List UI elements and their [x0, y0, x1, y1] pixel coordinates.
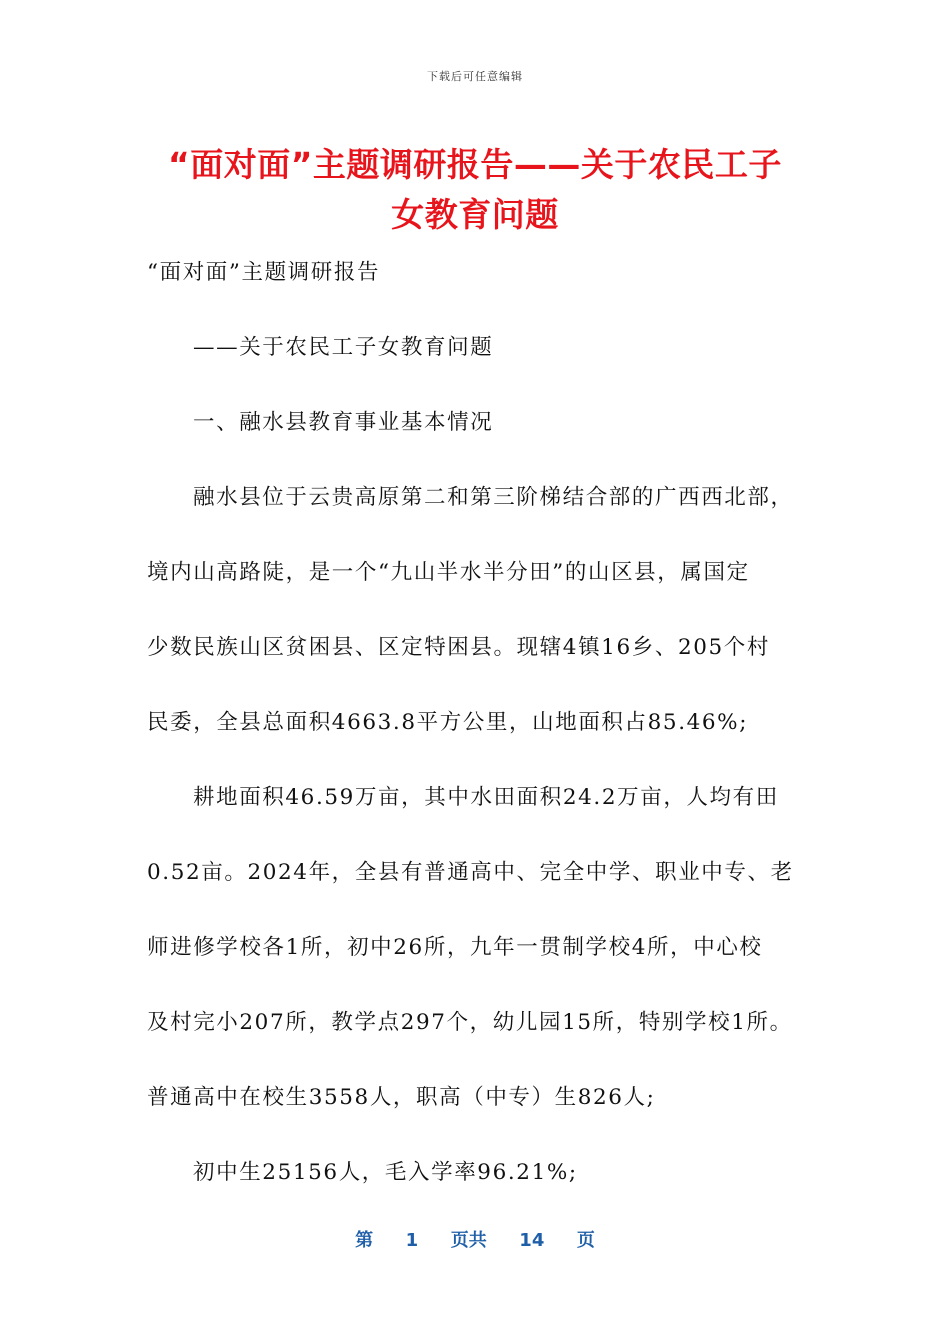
paragraph-line: 融水县位于云贵高原第二和第三阶梯结合部的广西西北部， — [193, 485, 794, 510]
paragraph-line: 初中生25156人，毛入学率96.21%; — [193, 1160, 578, 1185]
subtitle-line-2: ——关于农民工子女教育问题 — [193, 335, 494, 360]
paragraph-line: 境内山高路陡，是一个“九山半水半分田”的山区县，属国定 — [147, 560, 750, 585]
page-number-footer — [0, 1226, 950, 1252]
document-title — [130, 140, 820, 240]
header-note: 下载后可任意编辑 — [427, 70, 523, 83]
paragraph-line: 耕地面积46.59万亩，其中水田面积24.2万亩，人均有田 — [193, 785, 779, 810]
paragraph-line: 普通高中在校生3558人，职高（中专）生826人; — [147, 1085, 656, 1110]
paragraph-line: 师进修学校各1所，初中26所，九年一贯制学校4所，中心校 — [147, 935, 763, 960]
footer-page-number: 1 — [405, 1230, 419, 1251]
document-title-line-2: 女教育问题 — [391, 195, 559, 234]
paragraph-line: 少数民族山区贫困县、区定特困县。现辖4镇16乡、205个村 — [147, 635, 770, 660]
paragraph-line: 民委，全县总面积4663.8平方公里，山地面积占85.46%; — [147, 710, 749, 735]
subtitle-line-1: “面对面”主题调研报告 — [147, 260, 381, 285]
paragraph-line: 及村完小207所，教学点297个，幼儿园15所，特别学校1所。 — [147, 1010, 793, 1035]
footer-page-label: 第 — [355, 1230, 374, 1251]
footer-page-word: 页共 — [450, 1230, 487, 1251]
paragraph-line: 0.52亩。2024年，全县有普通高中、完全中学、职业中专、老 — [147, 860, 794, 885]
document-title-line-1: “面对面”主题调研报告——关于农民工子 — [168, 145, 782, 184]
footer-page-end: 页 — [576, 1230, 595, 1251]
footer-page-total: 14 — [519, 1230, 545, 1251]
section-heading: 一、融水县教育事业基本情况 — [193, 410, 494, 435]
